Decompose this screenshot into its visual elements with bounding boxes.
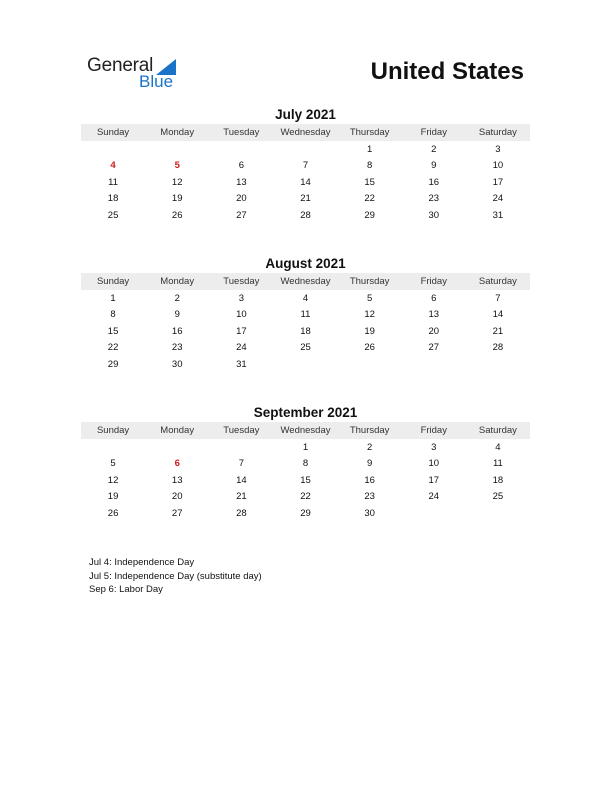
date-cell: 2	[366, 441, 373, 453]
date-cell: 10	[492, 160, 504, 172]
week-row	[81, 207, 530, 224]
date-cell: 28	[492, 342, 504, 354]
date-cell: 17	[492, 176, 504, 188]
date-cell: 31	[492, 209, 504, 221]
weekday-label: Tuesday	[223, 127, 260, 138]
weekday-label: Thursday	[349, 276, 390, 287]
holiday-date-cell: 6	[174, 458, 180, 470]
weekday-label: Saturday	[478, 127, 517, 138]
date-cell: 18	[492, 474, 504, 486]
date-cell: 20	[171, 491, 183, 503]
weekday-label: Wednesday	[280, 127, 331, 138]
date-cell: 26	[364, 342, 375, 354]
date-cell: 26	[107, 507, 119, 519]
date-cell: 10	[428, 458, 440, 470]
date-cell: 19	[171, 193, 183, 205]
weekday-header	[81, 124, 530, 141]
week-row	[81, 356, 530, 373]
date-cell: 8	[110, 309, 116, 321]
weekday-label: Friday	[420, 425, 447, 436]
date-cell: 15	[107, 325, 119, 337]
date-cell: 24	[236, 342, 247, 354]
date-cell: 25	[492, 491, 504, 503]
date-cell: 8	[366, 160, 373, 172]
weekday-label: Monday	[160, 425, 195, 436]
weekday-label: Sunday	[96, 127, 130, 138]
date-cell: 27	[428, 342, 440, 354]
date-cell: 2	[431, 143, 437, 155]
date-cell: 21	[492, 325, 504, 337]
weekday-label: Monday	[160, 276, 195, 287]
date-cell: 1	[366, 143, 373, 155]
month-september	[81, 404, 530, 522]
date-cell: 12	[364, 309, 375, 321]
date-cell: 29	[300, 507, 311, 519]
generalblue-logo	[87, 55, 197, 95]
date-cell: 1	[110, 292, 116, 304]
date-cell: 16	[364, 474, 375, 486]
date-cell: 13	[428, 309, 440, 321]
holiday-note: Sep 6: Labor Day	[89, 584, 163, 595]
date-cell: 28	[236, 507, 247, 519]
date-cell: 2	[174, 292, 180, 304]
date-cell: 9	[366, 458, 373, 470]
holiday-date-cell: 5	[174, 160, 180, 172]
date-cell: 19	[364, 325, 375, 337]
month-august	[81, 255, 530, 373]
date-cell: 23	[171, 342, 183, 354]
logo-text-blue: Blue	[139, 72, 174, 91]
week-row	[81, 472, 530, 489]
date-cell: 29	[364, 209, 375, 221]
date-cell: 24	[428, 491, 440, 503]
holiday-date-cell: 4	[110, 160, 116, 172]
date-cell: 13	[236, 176, 247, 188]
date-cell: 21	[236, 491, 247, 503]
holiday-notes	[89, 556, 262, 597]
date-cell: 30	[171, 358, 183, 370]
weekday-label: Thursday	[349, 425, 390, 436]
date-cell: 15	[364, 176, 375, 188]
date-cell: 8	[302, 458, 309, 470]
date-cell: 11	[492, 458, 503, 470]
week-row	[81, 323, 530, 340]
date-cell: 9	[431, 160, 437, 172]
date-cell: 26	[171, 209, 183, 221]
weekday-label: Wednesday	[280, 425, 331, 436]
week-row	[81, 158, 530, 175]
date-cell: 30	[364, 507, 375, 519]
holiday-note: Jul 5: Independence Day (substitute day)	[89, 570, 262, 582]
date-cell: 19	[107, 491, 119, 503]
weekday-label: Friday	[420, 276, 447, 287]
date-cell: 25	[300, 342, 311, 354]
week-row	[81, 456, 530, 473]
date-cell: 24	[492, 193, 504, 205]
holiday-note: Jul 4: Independence Day	[89, 557, 195, 568]
week-row	[81, 505, 530, 522]
date-cell: 16	[171, 325, 183, 337]
week-row	[81, 489, 530, 506]
date-cell: 4	[495, 441, 501, 453]
week-row	[81, 307, 530, 324]
week-row	[81, 290, 530, 307]
date-cell: 29	[107, 358, 119, 370]
date-cell: 12	[171, 176, 183, 188]
week-row	[81, 174, 530, 191]
week-row	[81, 340, 530, 357]
date-cell: 6	[238, 160, 244, 172]
weekday-label: Thursday	[349, 127, 390, 138]
date-cell: 14	[236, 474, 247, 486]
date-cell: 17	[428, 474, 440, 486]
weekday-label: Monday	[160, 127, 195, 138]
week-row	[81, 141, 530, 158]
logo-text-general: General	[87, 55, 154, 76]
date-cell: 17	[236, 325, 247, 337]
date-cell: 15	[300, 474, 311, 486]
weekday-header	[81, 273, 530, 290]
week-row	[81, 191, 530, 208]
date-cell: 16	[428, 176, 440, 188]
date-cell: 4	[302, 292, 309, 304]
date-cell: 20	[428, 325, 440, 337]
date-cell: 11	[108, 176, 118, 188]
date-cell: 5	[110, 458, 116, 470]
date-cell: 18	[300, 325, 311, 337]
date-cell: 21	[300, 193, 311, 205]
month-title: August 2021	[265, 256, 346, 271]
week-row	[81, 439, 530, 456]
date-cell: 12	[107, 474, 119, 486]
date-cell: 14	[492, 309, 504, 321]
date-cell: 20	[236, 193, 247, 205]
month-title: September 2021	[253, 405, 358, 420]
month-title: July 2021	[275, 107, 336, 122]
date-cell: 5	[366, 292, 373, 304]
date-cell: 7	[495, 292, 501, 304]
date-cell: 28	[300, 209, 311, 221]
weekday-label: Sunday	[96, 425, 130, 436]
date-cell: 23	[428, 193, 440, 205]
date-cell: 25	[107, 209, 119, 221]
date-cell: 3	[238, 292, 244, 304]
weekday-label: Friday	[420, 127, 447, 138]
country-title: United States	[370, 58, 524, 85]
weekday-label: Tuesday	[223, 425, 260, 436]
weekday-label: Wednesday	[280, 276, 331, 287]
date-cell: 7	[238, 458, 244, 470]
date-cell: 18	[107, 193, 119, 205]
date-cell: 14	[300, 176, 311, 188]
date-cell: 1	[302, 441, 309, 453]
date-cell: 31	[236, 358, 247, 370]
date-cell: 6	[431, 292, 437, 304]
date-cell: 23	[364, 491, 375, 503]
date-cell: 11	[300, 309, 311, 321]
weekday-label: Saturday	[478, 425, 517, 436]
weekday-label: Tuesday	[223, 276, 260, 287]
date-cell: 3	[431, 441, 437, 453]
date-cell: 22	[364, 193, 375, 205]
weekday-label: Saturday	[478, 276, 517, 287]
date-cell: 22	[107, 342, 119, 354]
date-cell: 22	[300, 491, 311, 503]
month-july	[81, 106, 530, 224]
date-cell: 9	[174, 309, 180, 321]
date-cell: 10	[236, 309, 247, 321]
date-cell: 27	[236, 209, 247, 221]
date-cell: 3	[495, 143, 501, 155]
date-cell: 13	[171, 474, 183, 486]
weekday-label: Sunday	[96, 276, 130, 287]
date-cell: 7	[302, 160, 309, 172]
weekday-header	[81, 422, 530, 439]
date-cell: 30	[428, 209, 440, 221]
date-cell: 27	[171, 507, 183, 519]
